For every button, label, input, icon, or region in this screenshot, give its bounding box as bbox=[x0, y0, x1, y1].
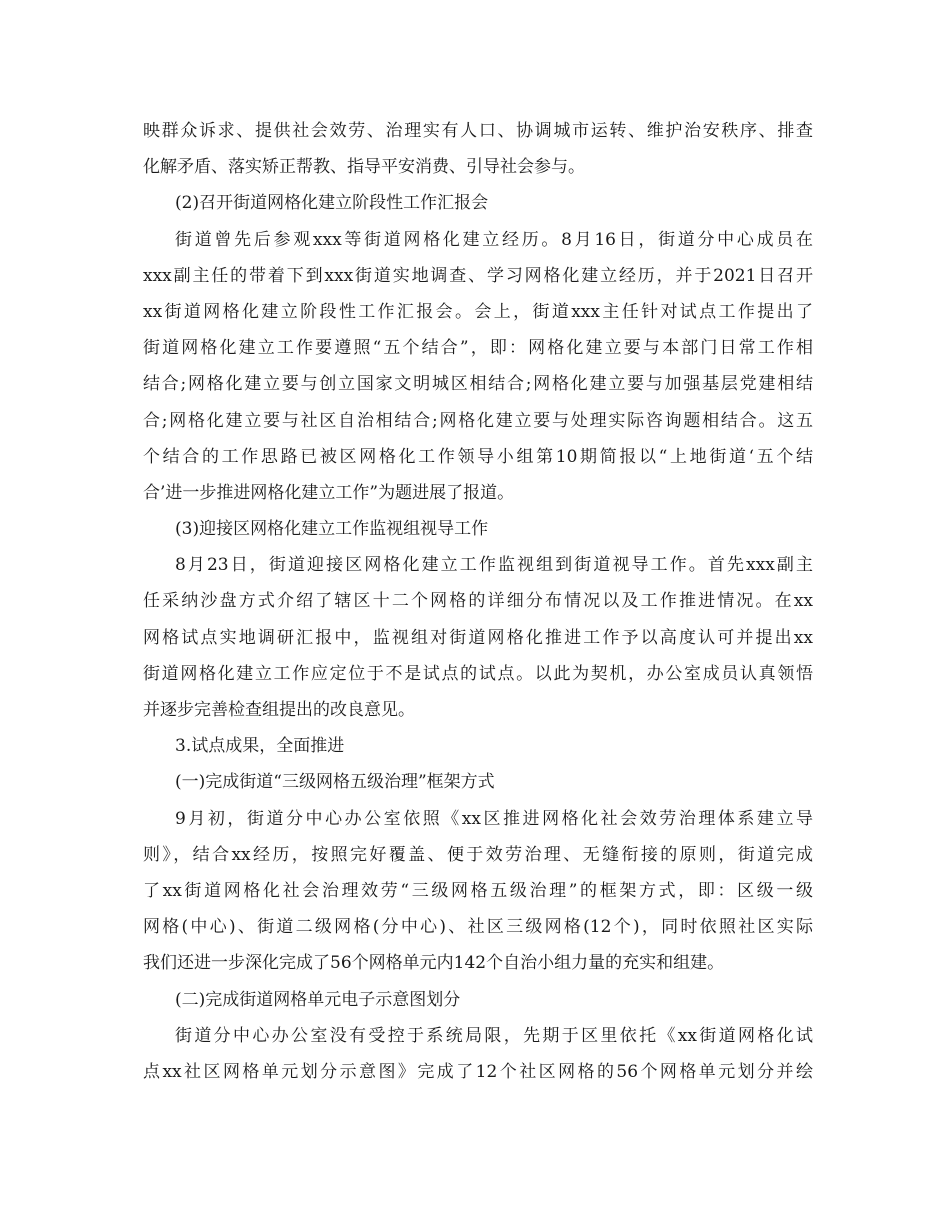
text-line: 3.试点成果，全面推进 bbox=[175, 736, 345, 757]
text-line: 了xx街道网格化社会治理效劳“三级网格五级治理”的框架方式，即：区级一级 bbox=[143, 880, 813, 901]
text-line: 街道网格化建立工作要遵照“五个结合”，即：网格化建立要与本部门日常工作相 bbox=[143, 338, 813, 359]
document-page bbox=[143, 113, 813, 1090]
text-line: (2)召开街道网格化建立阶段性工作汇报会 bbox=[175, 193, 489, 214]
text-line: (一)完成街道“三级网格五级治理”框架方式 bbox=[175, 772, 495, 793]
text-line: 网格(中心)、街道二级网格(分中心)、社区三级网格(12个)，同时依照社区实际 bbox=[143, 917, 813, 938]
text-line: 点xx社区网格单元划分示意图》完成了12个社区网格的56个网格单元划分并绘 bbox=[143, 1061, 813, 1082]
text-line: 网格试点实地调研汇报中，监视组对街道网格化推进工作予以高度认可并提出xx bbox=[143, 627, 813, 648]
text-line: 任采纳沙盘方式介绍了辖区十二个网格的详细分布情况以及工作推进情况。在xx bbox=[143, 591, 813, 612]
text-line: 合’进一步推进网格化建立工作”为题进展了报道。 bbox=[143, 482, 515, 503]
text-line: xxx副主任的带着下到xxx街道实地调查、学习网格化建立经历，并于2021日召开 bbox=[143, 265, 813, 286]
text-line: 个结合的工作思路已被区网格化工作领导小组第10期简报以“上地街道‘五个结 bbox=[143, 446, 813, 467]
text-line: 合;网格化建立要与社区自治相结合;网格化建立要与处理实际咨询题相结合。这五 bbox=[143, 410, 813, 431]
text-line: 映群众诉求、提供社会效劳、治理实有人口、协调城市运转、维护治安秩序、排查 bbox=[143, 121, 813, 141]
text-line: xx街道网格化建立阶段性工作汇报会。会上，街道xxx主任针对试点工作提出了 bbox=[143, 301, 813, 322]
text-line: 化解矛盾、落实矫正帮教、指导平安消费、引导社会参与。 bbox=[143, 157, 585, 178]
text-line: 街道曾先后参观xxx等街道网格化建立经历。8月16日，街道分中心成员在 bbox=[175, 229, 813, 250]
text-line: (3)迎接区网格化建立工作监视组视导工作 bbox=[175, 519, 489, 540]
text-line: 则》，结合xx经历，按照完好覆盖、便于效劳治理、无缝衔接的原则，街道完成 bbox=[143, 844, 813, 865]
text-line: 街道分中心办公室没有受控于系统局限，先期于区里依托《xx街道网格化试 bbox=[175, 1025, 813, 1046]
text-line: 街道网格化建立工作应定位于不是试点的试点。以此为契机，办公室成员认真领悟 bbox=[143, 663, 813, 684]
text-line: (二)完成街道网格单元电子示意图划分 bbox=[175, 989, 461, 1010]
text-line: 9月初，街道分中心办公室依照《xx区推进网格化社会效劳治理体系建立导 bbox=[175, 808, 813, 829]
text-line: 8月23日，街道迎接区网格化建立工作监视组到街道视导工作。首先xxx副主 bbox=[175, 555, 813, 576]
text-line: 并逐步完善检查组提出的改良意见。 bbox=[143, 700, 415, 720]
text-line: 结合;网格化建立要与创立国家文明城区相结合;网格化建立要与加强基层党建相结 bbox=[143, 374, 813, 395]
text-line: 我们还进一步深化完成了56个网格单元内142个自治小组力量的充实和组建。 bbox=[143, 953, 725, 974]
